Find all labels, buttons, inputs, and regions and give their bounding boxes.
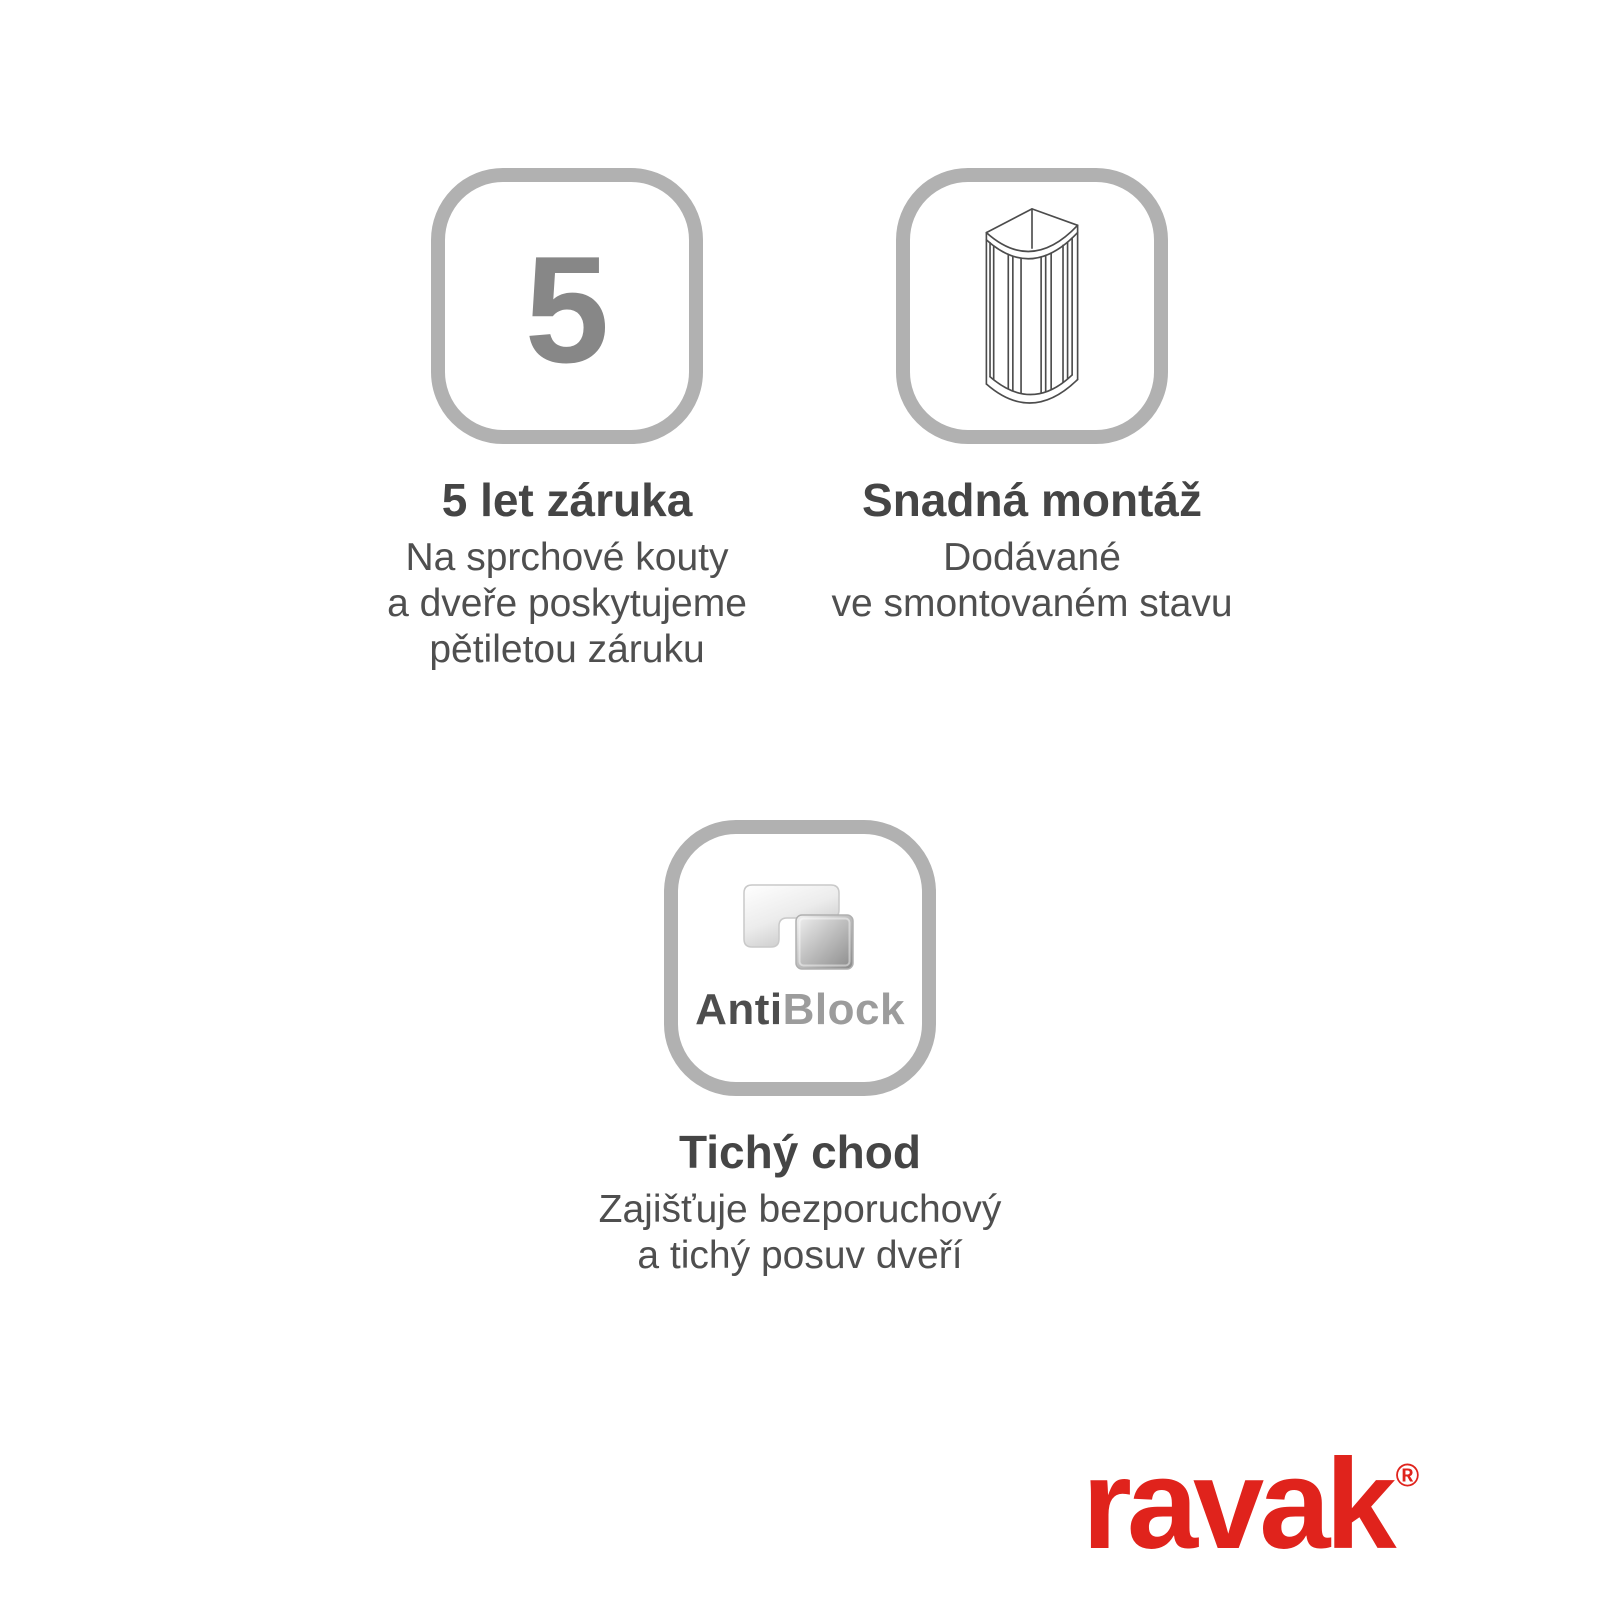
feature-quiet-operation [540,820,1060,1279]
feature-description [337,535,797,673]
feature-title: Tichý chod [679,1126,921,1178]
desc-line: Dodávané [943,535,1121,579]
feature-description [802,535,1262,627]
number-five-glyph: 5 [524,225,610,395]
feature-easy-assembly [802,168,1262,627]
desc-line: pětiletou záruku [429,627,705,671]
antiblock-wordmark [695,985,905,1034]
antiblock-mark-icon [743,884,857,974]
antiblock-logo [695,884,905,1032]
warranty-badge [431,168,703,444]
desc-line: a tichý posuv dveří [637,1233,963,1277]
antiblock-badge [664,820,936,1096]
desc-line: a dveře poskytujeme [387,581,747,625]
desc-line: Na sprchové kouty [405,535,729,579]
feature-title: 5 let záruka [441,474,693,526]
ravak-wordmark: ravak [1082,1433,1392,1576]
registered-trademark-symbol: ® [1395,1457,1420,1493]
antiblock-word-block: Block [782,985,905,1034]
ravak-logo [1082,1433,1420,1576]
feature-description [540,1187,1060,1279]
corner-shower-enclosure-icon [980,203,1084,410]
feature-title: Snadná montáž [862,474,1202,526]
antiblock-word-anti: Anti [695,985,783,1034]
desc-line: ve smontovaném stavu [831,581,1233,625]
feature-five-year-warranty [337,168,797,673]
assembly-badge [896,168,1168,444]
desc-line: Zajišťuje bezporuchový [598,1187,1002,1231]
